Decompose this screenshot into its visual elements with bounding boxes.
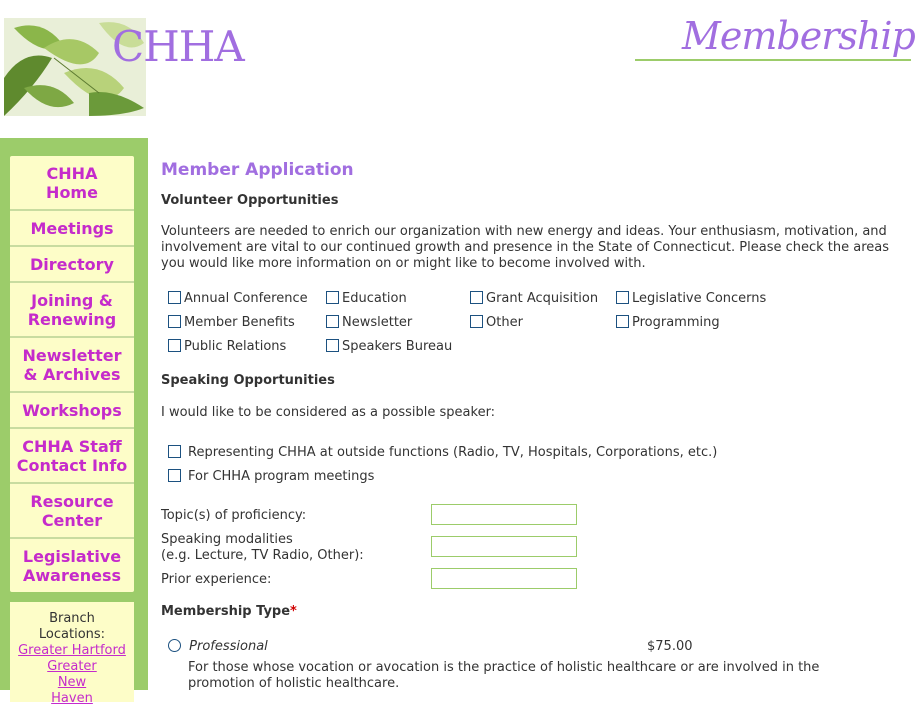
volunteer-option-speakers-bureau[interactable]: Speakers Bureau: [326, 339, 452, 354]
nav-link-resource-center[interactable]: Resource Center: [10, 484, 134, 539]
branch-locations-label: Branch Locations:: [38, 611, 106, 642]
volunteer-option-public-relations[interactable]: Public Relations: [168, 339, 286, 354]
volunteer-option-member-benefits[interactable]: Member Benefits: [168, 315, 295, 330]
volunteer-heading: Volunteer Opportunities: [161, 193, 339, 208]
speaking-heading: Speaking Opportunities: [161, 373, 335, 388]
volunteer-option-annual-conference[interactable]: Annual Conference: [168, 291, 308, 306]
section-title: Membership: [682, 14, 915, 58]
nav-link-meetings[interactable]: Meetings: [10, 211, 134, 247]
checkbox[interactable]: [470, 315, 483, 328]
volunteer-option-education[interactable]: Education: [326, 291, 407, 306]
checkbox[interactable]: [326, 291, 339, 304]
logo-text: CHHA: [112, 22, 244, 71]
checkbox[interactable]: [168, 315, 181, 328]
volunteer-option-legislative-concerns[interactable]: Legislative Concerns: [616, 291, 766, 306]
checkbox[interactable]: [168, 291, 181, 304]
checkbox[interactable]: [616, 291, 629, 304]
membership-description-professional: For those whose vocation or avocation is the practice of holistic healthcare or are involved in the promotion of holistic healthcare.: [188, 660, 820, 691]
checkbox[interactable]: [168, 339, 181, 352]
topics-input[interactable]: [431, 504, 577, 525]
nav-link-chha-home[interactable]: CHHA Home: [10, 156, 134, 211]
branch-locations-box: [10, 602, 134, 706]
radio-button[interactable]: [168, 639, 181, 652]
volunteer-option-programming[interactable]: Programming: [616, 315, 720, 330]
nav-link-directory[interactable]: Directory: [10, 247, 134, 283]
modalities-input[interactable]: [431, 536, 577, 557]
checkbox[interactable]: [326, 315, 339, 328]
checkbox[interactable]: [326, 339, 339, 352]
experience-input[interactable]: [431, 568, 577, 589]
volunteer-intro: Volunteers are needed to enrich our organization with new energy and ideas. Your enthusiasm, motivation, and involvement are vital to our continued growth and presence in the State of Connecticut. Please check the areas you would like more information on or might like to become involved with.: [161, 224, 890, 271]
nav-link-newsletter-archives[interactable]: Newsletter & Archives: [10, 338, 134, 393]
speaking-intro: I would like to be considered as a possible speaker:: [161, 405, 496, 420]
nav-link-legislative-awareness[interactable]: Legislative Awareness: [22, 547, 122, 585]
volunteer-option-grant-acquisition[interactable]: Grant Acquisition: [470, 291, 598, 306]
speaking-option-program-meetings[interactable]: For CHHA program meetings: [168, 469, 374, 484]
topics-label: Topic(s) of proficiency:: [161, 508, 307, 523]
checkbox[interactable]: [168, 469, 181, 482]
experience-label: Prior experience:: [161, 572, 272, 587]
checkbox[interactable]: [616, 315, 629, 328]
nav-link-staff-contact[interactable]: CHHA Staff Contact Info: [10, 429, 134, 484]
required-marker: *: [290, 604, 297, 619]
membership-type-heading: Membership Type*: [161, 604, 297, 619]
speaking-option-outside-functions[interactable]: Representing CHHA at outside functions (Radio, TV, Hospitals, Corporations, etc.): [168, 445, 717, 460]
sidebar-nav: [10, 156, 134, 592]
nav-link-joining-renewing[interactable]: Joining & Renewing: [10, 283, 134, 338]
page-title: Member Application: [161, 160, 354, 180]
nav-link-workshops[interactable]: Workshops: [10, 393, 134, 429]
modalities-label: Speaking modalities (e.g. Lecture, TV Radio, Other):: [161, 532, 364, 563]
header: [0, 0, 920, 138]
branch-link-greater-hartford[interactable]: Greater Hartford: [18, 643, 126, 658]
membership-option-professional[interactable]: Professional: [168, 639, 268, 654]
title-underline: [635, 59, 911, 61]
volunteer-option-newsletter[interactable]: Newsletter: [326, 315, 412, 330]
sidebar: [0, 138, 148, 706]
checkbox[interactable]: [168, 445, 181, 458]
membership-price-professional: $75.00: [647, 639, 693, 654]
volunteer-option-other[interactable]: Other: [470, 315, 523, 330]
checkbox[interactable]: [470, 291, 483, 304]
branch-link-greater-new-haven[interactable]: Greater New Haven: [47, 659, 97, 706]
